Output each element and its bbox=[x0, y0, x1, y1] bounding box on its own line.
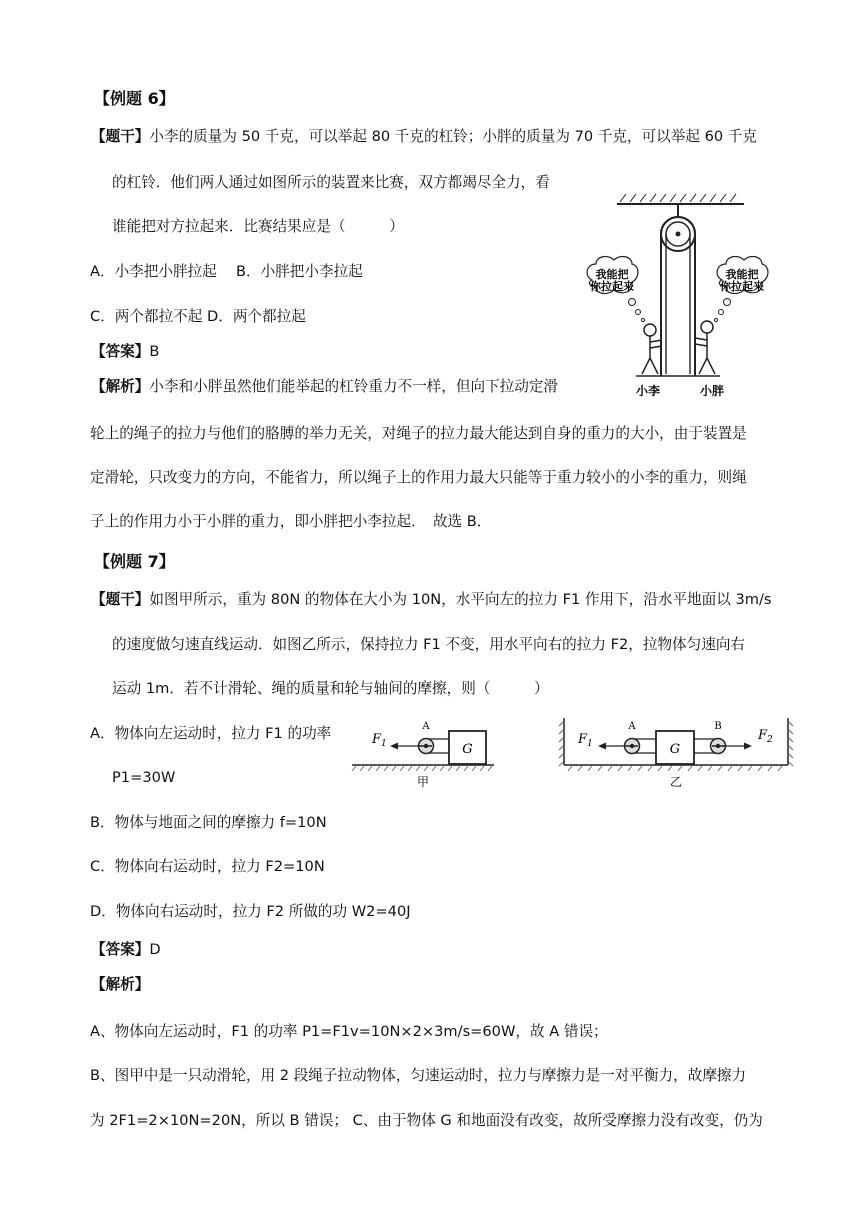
force-f1-label: $F_1$ bbox=[372, 732, 387, 749]
stem-text: 如图甲所示，重为 80N 的物体在大小为 10N，水平向左的拉力 F1 作用下，沿水平地面以 3m/s bbox=[149, 591, 772, 608]
block-label: G bbox=[669, 742, 681, 757]
answer-value: B bbox=[149, 343, 160, 360]
pulley-b-label: B bbox=[714, 721, 722, 732]
example-7-header: 【例题 7】 bbox=[94, 552, 175, 571]
example-6-analysis-line-4: 子上的作用力小于小胖的重力，即小胖把小李拉起． 故选 B． bbox=[90, 513, 492, 530]
example-7-analysis-label: 【解析】 bbox=[91, 976, 150, 993]
example-6-stem-line-2: 的杠铃．他们两人通过如图所示的装置来比赛，双方都竭尽全力，看 bbox=[112, 174, 550, 191]
left-thought-bubble bbox=[587, 257, 645, 322]
pulley-b bbox=[711, 739, 727, 754]
example-6-analysis-line-1 bbox=[91, 377, 558, 397]
force-f1-label: $F_1$ bbox=[578, 732, 593, 749]
left-bubble-line-1: 我能把 bbox=[595, 268, 629, 281]
figure-jia bbox=[348, 714, 498, 790]
example-7-stem-line-2: 的速度做匀速直线运动．如图乙所示，保持拉力 F1 不变，用水平向右的拉力 F2，拉物体匀速向右 bbox=[112, 636, 746, 653]
example-7-answer bbox=[91, 940, 161, 960]
example-6-analysis-line-3: 定滑轮，只改变力的方向，不能省力，所以绳子上的作用力最大只能等于重力较小的小李的重力，则绳 bbox=[90, 469, 747, 486]
answer-label: 【答案】 bbox=[91, 941, 150, 958]
pulley-a-label: A bbox=[628, 721, 636, 732]
caption-yi: 乙 bbox=[669, 775, 683, 789]
option-d: D．物体向右运动时，拉力 F2 所做的功 W2=40J bbox=[90, 903, 411, 920]
analysis-b-line-1: B、图甲中是一只动滑轮，用 2 段绳子拉动物体，匀速运动时，拉力与摩擦力是一对平衡力，故摩擦力 bbox=[90, 1067, 747, 1084]
left-bubble-line-2: 你拉起来 bbox=[590, 280, 634, 293]
example-6-stem-line-1 bbox=[91, 127, 757, 147]
left-person-name: 小李 bbox=[635, 384, 661, 398]
figure-yi bbox=[558, 714, 794, 790]
example-6-analysis-line-2: 轮上的绳子的拉力与他们的胳膊的举力无关，对绳子的拉力最大能达到自身的重力的大小，由于装置是 bbox=[90, 425, 747, 442]
answer-label: 【答案】 bbox=[91, 343, 150, 360]
example-6-options-ab: A．小李把小胖拉起 B．小胖把小李拉起 bbox=[90, 263, 363, 280]
example-6-header: 【例题 6】 bbox=[94, 89, 175, 108]
example-6-options-cd: C．两个都拉不起 D．两个都拉起 bbox=[90, 308, 306, 325]
analysis-b-line-2: 为 2F1=2×10N=20N，所以 B 错误； C、由于物体 G 和地面没有改变，故所受摩擦力没有改变，仍为 bbox=[90, 1112, 763, 1129]
answer-value: D bbox=[149, 941, 161, 958]
right-bubble-line-2: 你拉起来 bbox=[720, 280, 764, 293]
force-f2-label: $F_2$ bbox=[758, 728, 773, 745]
fixed-pulley-figure bbox=[582, 190, 782, 402]
option-a-line-2: P1=30W bbox=[112, 769, 176, 786]
right-person bbox=[695, 321, 715, 374]
caption-jia: 甲 bbox=[416, 775, 430, 789]
analysis-a: A、物体向左运动时，F1 的功率 P1=F1v=10N×2×3m/s=60W，故 A 错误； bbox=[90, 1023, 608, 1040]
stem-text: 小李的质量为 50 千克，可以举起 80 千克的杠铃；小胖的质量为 70 千克，可以举起 60 千克 bbox=[149, 128, 757, 145]
example-7-stem-line-3: 运动 1m．若不计滑轮、绳的质量和轮与轴间的摩擦，则（ ） bbox=[112, 680, 549, 697]
example-6-answer bbox=[91, 342, 159, 362]
block-label: G bbox=[462, 742, 473, 757]
option-c: C．物体向右运动时，拉力 F2=10N bbox=[90, 858, 325, 875]
pulley-a bbox=[624, 739, 640, 754]
example-6-stem-line-3: 谁能把对方拉起来．比赛结果应是（ ） bbox=[112, 218, 404, 235]
right-bubble-line-1: 我能把 bbox=[725, 268, 759, 281]
pulley-a bbox=[418, 739, 434, 754]
pulley-a-label: A bbox=[422, 721, 430, 732]
analysis-label: 【解析】 bbox=[91, 378, 150, 395]
option-a-line-1: A．物体向左运动时，拉力 F1 的功率 bbox=[90, 725, 332, 742]
example-7-stem-line-1 bbox=[91, 590, 772, 610]
stem-label: 【题干】 bbox=[91, 128, 150, 145]
stem-label: 【题干】 bbox=[91, 591, 150, 608]
option-b: B．物体与地面之间的摩擦力 f=10N bbox=[90, 814, 327, 831]
right-thought-bubble bbox=[714, 257, 768, 322]
left-person bbox=[642, 324, 662, 374]
right-person-name: 小胖 bbox=[699, 384, 725, 398]
analysis-text: 小李和小胖虽然他们能举起的杠铃重力不一样，但向下拉动定滑 bbox=[149, 378, 559, 395]
